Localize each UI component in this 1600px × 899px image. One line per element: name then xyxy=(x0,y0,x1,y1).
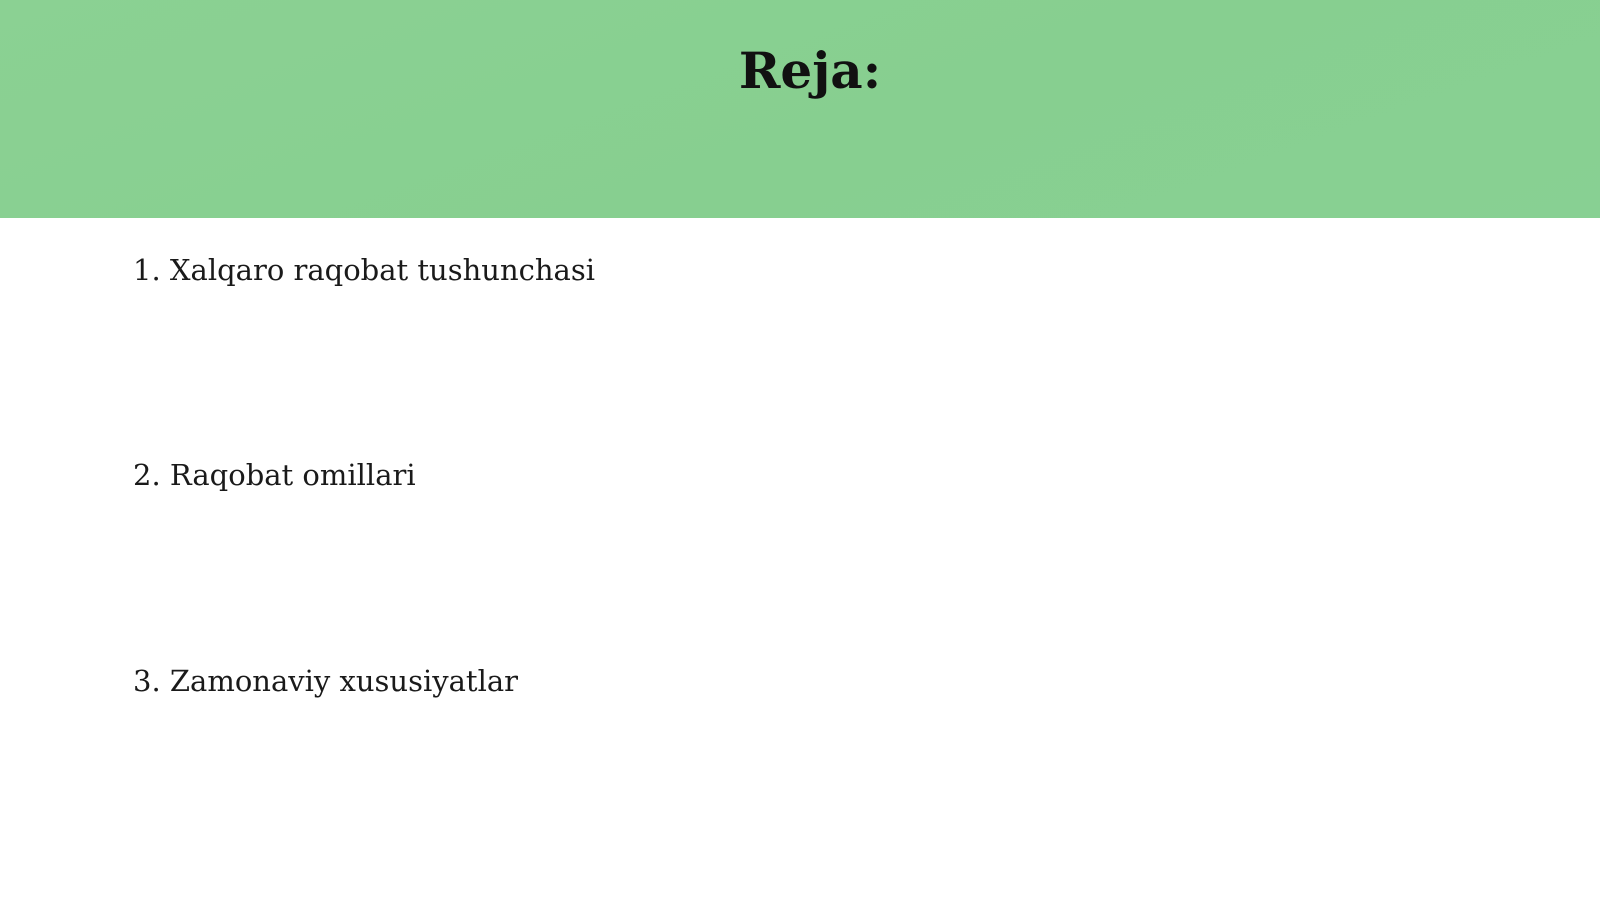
plan-item-2: 2. Raqobat omillari xyxy=(133,458,416,492)
plan-item-1: 1. Xalqaro raqobat tushunchasi xyxy=(133,253,596,287)
header-band xyxy=(0,0,1600,218)
slide-title: Reja: xyxy=(738,41,882,100)
plan-item-3: 3. Zamonaviy xususiyatlar xyxy=(133,664,519,698)
